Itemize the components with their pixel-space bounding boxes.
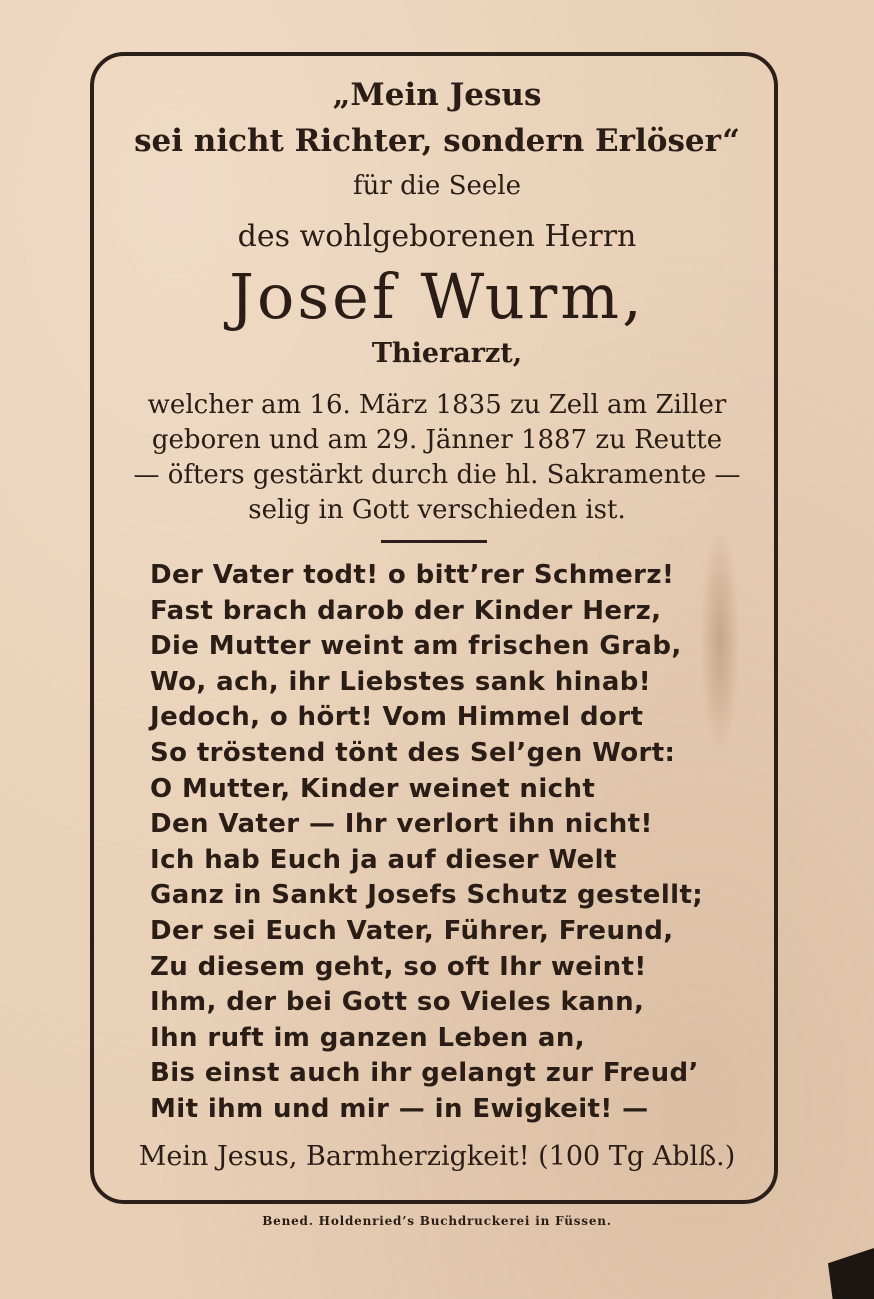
poem-line: Den Vater — Ihr verlort ihn nicht! bbox=[150, 809, 653, 840]
poem-line: So tröstend tönt des Sel’gen Wort: bbox=[150, 737, 676, 768]
poem-line: Der Vater todt! o bitt’rer Schmerz! bbox=[150, 560, 675, 590]
heading-line-2: sei nicht Richter, sondern Erlöser“ bbox=[134, 123, 740, 159]
closing-prayer: Mein Jesus, Barmherzigkeit! (100 Tg Ablß.) bbox=[138, 1141, 736, 1172]
poem-line: Wo, ach, ihr Liebstes sank hinab! bbox=[150, 666, 652, 697]
poem-line: Mit ihm und mir — in Ewigkeit! — bbox=[150, 1093, 649, 1124]
poem-line: Fast brach darob der Kinder Herz, bbox=[150, 595, 662, 626]
poem-line: Bis einst auch ihr gelangt zur Freud’ bbox=[150, 1058, 699, 1089]
poem-line: Ihm, der bei Gott so Vieles kann, bbox=[150, 987, 645, 1018]
poem-line: Ich hab Euch ja auf dieser Welt bbox=[150, 844, 617, 875]
printer-imprint: Bened. Holdenried’s Buchdruckerei in Füssen. bbox=[262, 1214, 612, 1228]
biography-line: geboren und am 29. Jänner 1887 zu Reutte bbox=[151, 425, 723, 455]
heading-line-1: „Mein Jesus bbox=[332, 77, 542, 113]
poem-line: Zu diesem geht, so oft Ihr weint! bbox=[150, 951, 647, 982]
divider-rule bbox=[381, 540, 487, 543]
poem-line: Die Mutter weint am frischen Grab, bbox=[150, 631, 682, 662]
poem-line: Jedoch, o hört! Vom Himmel dort bbox=[150, 702, 644, 733]
biography-line: — öfters gestärkt durch die hl. Sakramente — bbox=[133, 460, 741, 490]
biography-line: welcher am 16. März 1835 zu Zell am Ziller bbox=[147, 390, 727, 420]
poem-line: Ihn ruft im ganzen Leben an, bbox=[150, 1022, 586, 1053]
poem bbox=[150, 558, 750, 1128]
deceased-name: Josef Wurm, bbox=[229, 260, 645, 333]
poem-line: Ganz in Sankt Josefs Schutz gestellt; bbox=[150, 880, 704, 911]
profession: Thierarzt, bbox=[371, 338, 523, 369]
heading-line-3: für die Seele bbox=[353, 171, 521, 201]
biography-line: selig in Gott verschieden ist. bbox=[248, 495, 626, 525]
torn-corner bbox=[828, 1248, 874, 1299]
poem-line: O Mutter, Kinder weinet nicht bbox=[150, 773, 596, 804]
heading-line-4: des wohlgeborenen Herrn bbox=[237, 219, 637, 254]
poem-line: Der sei Euch Vater, Führer, Freund, bbox=[150, 915, 674, 946]
